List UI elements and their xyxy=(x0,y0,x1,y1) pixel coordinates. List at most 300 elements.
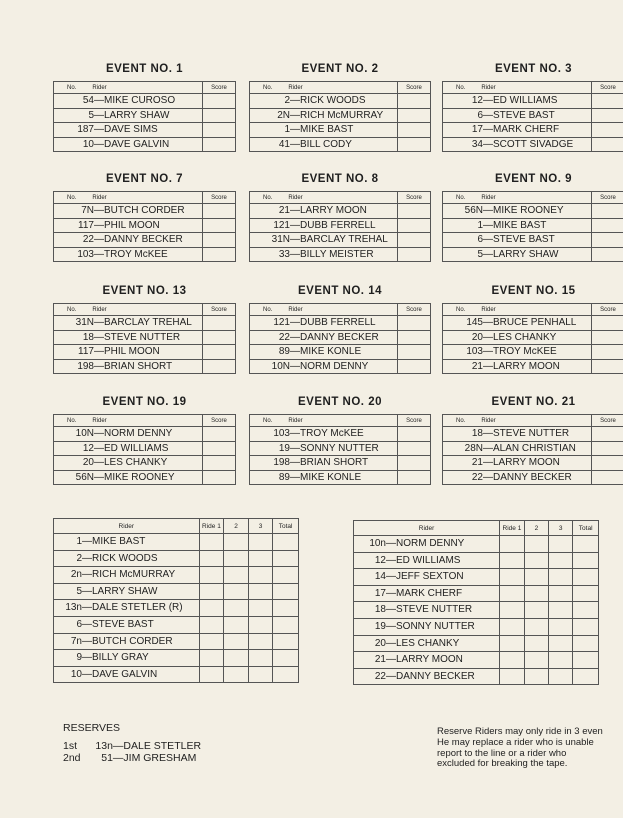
rider-name: ED WILLIAMS xyxy=(396,554,461,566)
ride-1-cell[interactable] xyxy=(199,583,224,600)
note-line: Reserve Riders may only ride in 3 even xyxy=(437,727,603,737)
rider-name: DANNY BECKER xyxy=(493,471,572,483)
event-block xyxy=(53,62,236,152)
header-score: Score xyxy=(398,304,431,316)
event-block xyxy=(442,172,623,262)
event-table xyxy=(53,303,236,374)
ride-2-cell[interactable] xyxy=(224,633,248,650)
rider-number: 33 xyxy=(278,248,290,260)
ride-1-cell[interactable] xyxy=(199,616,224,633)
event-header-row xyxy=(250,415,431,427)
rider-entry: 18—STEVE NUTTER xyxy=(54,330,203,345)
rider-row xyxy=(54,108,236,123)
rider-row xyxy=(443,94,623,109)
ride-2-cell[interactable] xyxy=(224,583,248,600)
ride-3-cell[interactable] xyxy=(248,666,272,683)
rider-number: 5 xyxy=(477,248,483,260)
header-no-rider xyxy=(443,304,592,316)
header-score: Score xyxy=(398,415,431,427)
score-cell[interactable] xyxy=(592,359,623,374)
rider-number: 22 xyxy=(278,331,290,343)
ride-1-cell[interactable] xyxy=(500,652,525,669)
ride-1-cell[interactable] xyxy=(199,534,224,551)
ride-1-cell[interactable] xyxy=(199,650,224,667)
rider-number: 13n xyxy=(65,602,82,614)
note-line: He may replace a rider who is unable xyxy=(437,736,594,748)
rider-row xyxy=(54,94,236,109)
score-cell[interactable] xyxy=(592,204,623,219)
rider-name: RICH McMURRAY xyxy=(300,109,384,121)
rider-entry: 7N—BUTCH CORDER xyxy=(54,204,203,219)
total-cell[interactable] xyxy=(273,600,299,617)
event-title: EVENT NO. 8 xyxy=(301,173,379,185)
rider-entry: 117—PHIL MOON xyxy=(54,218,203,233)
rider-number: 20 xyxy=(471,331,483,343)
grid-header-row xyxy=(54,519,299,534)
score-cell[interactable] xyxy=(398,470,431,485)
rider-name: LARRY MOON xyxy=(493,360,560,372)
total-cell[interactable] xyxy=(273,650,299,667)
reserve-name: DALE STETLER xyxy=(123,740,202,752)
rider-row xyxy=(54,345,236,360)
event-title: EVENT NO. 20 xyxy=(298,396,382,408)
total-cell[interactable] xyxy=(573,635,599,652)
ride-1-cell[interactable] xyxy=(199,600,224,617)
rider-entry: 22—DANNY BECKER xyxy=(443,470,592,485)
score-cell[interactable] xyxy=(203,218,236,233)
event-title: EVENT NO. 15 xyxy=(491,285,576,297)
score-cell[interactable] xyxy=(398,137,431,152)
total-cell[interactable] xyxy=(273,567,299,584)
ride-1-cell[interactable] xyxy=(500,635,525,652)
ride-3-cell[interactable] xyxy=(248,583,272,600)
score-cell[interactable] xyxy=(398,233,431,248)
rider-entry: 56N—MIKE ROONEY xyxy=(443,204,592,219)
header-no-rider xyxy=(250,415,398,427)
score-cell[interactable] xyxy=(203,108,236,123)
rider-row xyxy=(250,359,431,374)
score-cell[interactable] xyxy=(592,345,623,360)
rider-row xyxy=(54,247,236,262)
rider-number: 10n xyxy=(369,538,386,549)
total-cell[interactable] xyxy=(573,569,599,586)
total-cell[interactable] xyxy=(273,583,299,600)
rider-row xyxy=(250,94,431,109)
rider-number: 2N xyxy=(277,109,290,121)
grid-row xyxy=(54,583,299,600)
rider-row xyxy=(250,108,431,123)
event-header-row xyxy=(54,82,236,94)
score-cell[interactable] xyxy=(592,218,623,233)
rider-entry: 198—BRIAN SHORT xyxy=(250,456,398,471)
score-cell[interactable] xyxy=(203,470,236,485)
ride-2-cell[interactable] xyxy=(524,602,548,619)
rider-name: MIKE CUROSO xyxy=(104,95,176,106)
grid-rider-entry: 2—RICK WOODS xyxy=(54,550,200,567)
rider-number: 28N xyxy=(464,442,483,454)
event-title: EVENT NO. 19 xyxy=(102,396,187,408)
rider-row xyxy=(443,233,623,248)
total-cell[interactable] xyxy=(573,602,599,619)
score-cell[interactable] xyxy=(398,218,431,233)
ride-2-cell[interactable] xyxy=(224,650,248,667)
rider-number: 1 xyxy=(284,124,290,135)
score-cell[interactable] xyxy=(592,456,623,471)
event-table xyxy=(249,303,431,374)
header-no-rider xyxy=(54,82,203,94)
rider-number: 103 xyxy=(77,248,94,260)
header-no: No. xyxy=(67,84,77,91)
rider-name: STEVE NUTTER xyxy=(104,331,181,343)
header-no-rider xyxy=(250,192,398,204)
rider-number: 21 xyxy=(374,654,386,666)
event-title: EVENT NO. 9 xyxy=(494,173,573,185)
header-rider: Rider xyxy=(481,84,496,91)
ride-2-cell[interactable] xyxy=(224,534,248,551)
header-ride-1: Ride 1 xyxy=(500,521,525,536)
total-cell[interactable] xyxy=(273,633,299,650)
rider-name: DALE STETLER (R) xyxy=(92,602,183,614)
ride-3-cell[interactable] xyxy=(248,633,272,650)
header-rider: Rider xyxy=(92,194,107,201)
ride-1-cell[interactable] xyxy=(500,668,525,685)
score-cell[interactable] xyxy=(203,316,236,331)
rider-entry: 21—LARRY MOON xyxy=(443,456,592,471)
score-cell[interactable] xyxy=(398,330,431,345)
header-score: Score xyxy=(592,192,623,204)
rider-number: 22 xyxy=(82,234,94,245)
rider-name: MIKE BAST xyxy=(92,536,146,547)
rider-name: RICK WOODS xyxy=(300,95,366,106)
header-no: No. xyxy=(67,194,77,201)
rider-row xyxy=(250,330,431,345)
grid-rider-entry: 9—BILLY GRAY xyxy=(54,650,200,667)
header-no-rider xyxy=(250,304,398,316)
header-no-rider xyxy=(443,415,592,427)
score-cell[interactable] xyxy=(398,345,431,360)
ride-2-cell[interactable] xyxy=(224,666,248,683)
rider-row xyxy=(443,456,623,471)
total-cell[interactable] xyxy=(573,618,599,635)
event-table xyxy=(53,191,236,262)
ride-2-cell[interactable] xyxy=(524,635,548,652)
ride-2-cell[interactable] xyxy=(524,618,548,635)
rider-number: 20 xyxy=(374,637,386,649)
ride-1-cell[interactable] xyxy=(500,585,525,602)
score-cell[interactable] xyxy=(398,204,431,219)
header-rider: Rider xyxy=(481,194,496,201)
ride-1-cell[interactable] xyxy=(199,550,224,567)
rider-entry: 22—DANNY BECKER xyxy=(54,233,203,248)
rider-number: 145 xyxy=(466,317,483,328)
grid-rider-entry: 18—STEVE NUTTER xyxy=(354,602,500,619)
score-cell[interactable] xyxy=(203,345,236,360)
ride-3-cell[interactable] xyxy=(549,652,573,669)
ride-2-cell[interactable] xyxy=(524,552,548,569)
score-cell[interactable] xyxy=(203,137,236,152)
header-no: No. xyxy=(67,306,77,313)
score-cell[interactable] xyxy=(398,359,431,374)
rider-name: STEVE NUTTER xyxy=(493,428,570,439)
rider-entry: 103—TROY McKEE xyxy=(54,247,203,262)
rider-name: BARCLAY TREHAL xyxy=(300,234,388,245)
grid-rider-entry: 7n—BUTCH CORDER xyxy=(54,633,200,650)
header-score: Score xyxy=(203,82,236,94)
rider-entry: 12—ED WILLIAMS xyxy=(54,441,203,456)
ride-1-cell[interactable] xyxy=(199,633,224,650)
rider-row xyxy=(250,316,431,331)
ride-2-cell[interactable] xyxy=(224,550,248,567)
rider-row xyxy=(443,441,623,456)
ride-1-cell[interactable] xyxy=(500,536,525,553)
event-table xyxy=(442,81,623,152)
score-cell[interactable] xyxy=(203,123,236,138)
rider-number: 1 xyxy=(477,219,483,231)
rider-name: STEVE BAST xyxy=(92,618,154,630)
rider-name: MIKE BAST xyxy=(300,124,354,135)
ride-2-cell[interactable] xyxy=(224,616,248,633)
rider-name: BILLY GRAY xyxy=(92,652,149,664)
ride-2-cell[interactable] xyxy=(524,652,548,669)
rider-row xyxy=(54,204,236,219)
score-cell[interactable] xyxy=(398,427,431,442)
rider-entry: 2N—RICH McMURRAY xyxy=(250,108,398,123)
rider-name: BUTCH CORDER xyxy=(104,205,185,216)
rider-number: 121 xyxy=(273,317,290,328)
score-cell[interactable] xyxy=(203,233,236,248)
event-table xyxy=(53,81,236,152)
score-cell[interactable] xyxy=(592,316,623,331)
ride-1-cell[interactable] xyxy=(500,552,525,569)
rider-name: DUBB FERRELL xyxy=(300,219,376,231)
ride-2-cell[interactable] xyxy=(524,585,548,602)
rider-row xyxy=(443,427,623,442)
ride-1-cell[interactable] xyxy=(500,569,525,586)
rider-entry: 41—BILL CODY xyxy=(250,137,398,152)
ride-3-cell[interactable] xyxy=(248,616,272,633)
rider-name: MIKE KONLE xyxy=(300,346,362,357)
rider-number: 6 xyxy=(477,234,483,245)
rider-row xyxy=(443,330,623,345)
score-cell[interactable] xyxy=(203,330,236,345)
header-rider: Rider xyxy=(288,84,303,91)
rider-number: 18 xyxy=(82,331,94,343)
rider-name: STEVE BAST xyxy=(493,234,555,245)
score-cell[interactable] xyxy=(203,247,236,262)
event-block xyxy=(53,284,236,374)
rider-number: 17 xyxy=(471,124,483,135)
ride-3-cell[interactable] xyxy=(549,635,573,652)
score-cell[interactable] xyxy=(203,456,236,471)
rider-name: DANNY BECKER xyxy=(396,670,475,682)
grid-rider-entry: 17—MARK CHERF xyxy=(354,585,500,602)
rider-entry: 21—LARRY MOON xyxy=(250,204,398,219)
rider-number: 1 xyxy=(76,536,82,547)
ride-1-cell[interactable] xyxy=(199,666,224,683)
score-cell[interactable] xyxy=(592,94,623,109)
rider-entry: 117—PHIL MOON xyxy=(54,345,203,360)
score-cell[interactable] xyxy=(592,123,623,138)
rider-row xyxy=(443,359,623,374)
rider-name: MIKE KONLE xyxy=(300,471,362,483)
event-header-row xyxy=(443,82,623,94)
total-cell[interactable] xyxy=(573,668,599,685)
total-cell[interactable] xyxy=(573,652,599,669)
rider-number: 9 xyxy=(76,652,82,664)
rider-number: 187 xyxy=(77,124,94,135)
score-cell[interactable] xyxy=(592,330,623,345)
event-title: EVENT NO. 13 xyxy=(102,285,187,297)
total-cell[interactable] xyxy=(273,616,299,633)
total-cell[interactable] xyxy=(273,534,299,551)
score-cell[interactable] xyxy=(592,470,623,485)
rider-entry: 5—LARRY SHAW xyxy=(443,247,592,262)
ride-3-cell[interactable] xyxy=(248,567,272,584)
ride-2-cell[interactable] xyxy=(524,668,548,685)
rider-row xyxy=(54,316,236,331)
rider-row xyxy=(54,218,236,233)
rider-row xyxy=(54,330,236,345)
rider-number: 2 xyxy=(284,95,290,106)
event-block xyxy=(442,284,623,374)
header-no-rider xyxy=(54,304,203,316)
rider-name: RICH McMURRAY xyxy=(92,569,176,581)
ride-3-cell[interactable] xyxy=(549,585,573,602)
score-cell[interactable] xyxy=(592,247,623,262)
rider-number: 56N xyxy=(464,205,483,216)
event-header-row xyxy=(250,82,431,94)
ride-3-cell[interactable] xyxy=(248,650,272,667)
header-rider: Rider xyxy=(481,306,496,313)
header-no-rider xyxy=(54,415,203,427)
ride-3-cell[interactable] xyxy=(248,600,272,617)
rider-name: BRIAN SHORT xyxy=(104,360,173,372)
rider-row xyxy=(250,441,431,456)
grid-row xyxy=(54,650,299,667)
score-cell[interactable] xyxy=(203,359,236,374)
header-ride-3: 3 xyxy=(549,521,573,536)
header-no: No. xyxy=(263,194,273,201)
ride-1-cell[interactable] xyxy=(199,567,224,584)
ride-3-cell[interactable] xyxy=(549,602,573,619)
score-cell[interactable] xyxy=(203,94,236,109)
rider-name: NORM DENNY xyxy=(300,360,369,372)
reserve-number: 13n xyxy=(95,740,113,752)
rider-row xyxy=(443,218,623,233)
grid-rider-entry: 20—LES CHANKY xyxy=(354,635,500,652)
score-cell[interactable] xyxy=(398,441,431,456)
event-header-row xyxy=(54,192,236,204)
score-cell[interactable] xyxy=(203,427,236,442)
event-title: EVENT NO. 7 xyxy=(105,173,184,185)
rider-name: SONNY NUTTER xyxy=(396,620,475,632)
rider-row xyxy=(54,123,236,138)
rider-number: 41 xyxy=(278,138,290,150)
score-cell[interactable] xyxy=(592,441,623,456)
grid-rider-entry: 6—STEVE BAST xyxy=(54,616,200,633)
ride-3-cell[interactable] xyxy=(549,618,573,635)
rider-name: PHIL MOON xyxy=(104,219,160,231)
rider-number: 5 xyxy=(88,109,94,121)
rider-name: ED WILLIAMS xyxy=(493,95,558,106)
left-grid-table xyxy=(53,518,299,683)
rider-row xyxy=(443,247,623,262)
total-cell[interactable] xyxy=(573,585,599,602)
grid-row xyxy=(54,550,299,567)
event-header-row xyxy=(250,192,431,204)
rider-row xyxy=(250,137,431,152)
ride-3-cell[interactable] xyxy=(549,569,573,586)
ride-3-cell[interactable] xyxy=(549,552,573,569)
rider-name: MIKE BAST xyxy=(493,219,547,231)
event-table xyxy=(249,414,431,485)
ride-3-cell[interactable] xyxy=(248,534,272,551)
grid-rider-entry: 10—DAVE GALVIN xyxy=(54,666,200,683)
ride-1-cell[interactable] xyxy=(500,602,525,619)
header-no: No. xyxy=(263,84,273,91)
ride-2-cell[interactable] xyxy=(524,536,548,553)
score-cell[interactable] xyxy=(203,441,236,456)
rider-number: 34 xyxy=(471,138,483,150)
header-ride-2: 2 xyxy=(224,519,248,534)
score-cell[interactable] xyxy=(592,233,623,248)
rider-entry: 2—RICK WOODS xyxy=(250,94,398,109)
score-cell[interactable] xyxy=(592,427,623,442)
rider-row xyxy=(250,123,431,138)
total-cell[interactable] xyxy=(573,536,599,553)
header-ride-3: 3 xyxy=(248,519,272,534)
ride-2-cell[interactable] xyxy=(224,567,248,584)
total-cell[interactable] xyxy=(573,552,599,569)
rider-entry: 31N—BARCLAY TREHAL xyxy=(54,316,203,331)
total-cell[interactable] xyxy=(273,666,299,683)
header-rider: Rider xyxy=(92,417,107,424)
rider-entry: 17—MARK CHERF xyxy=(443,123,592,138)
ride-2-cell[interactable] xyxy=(224,600,248,617)
rider-number: 10 xyxy=(70,668,82,680)
ride-2-cell[interactable] xyxy=(524,569,548,586)
header-score: Score xyxy=(203,304,236,316)
rider-number: 117 xyxy=(78,346,94,357)
ride-3-cell[interactable] xyxy=(549,536,573,553)
score-cell[interactable] xyxy=(398,456,431,471)
score-cell[interactable] xyxy=(398,316,431,331)
rider-number: 14 xyxy=(374,571,386,583)
header-score: Score xyxy=(592,304,623,316)
score-cell[interactable] xyxy=(592,137,623,152)
rider-row xyxy=(54,441,236,456)
rider-entry: 33—BILLY MEISTER xyxy=(250,247,398,262)
ride-3-cell[interactable] xyxy=(549,668,573,685)
score-cell[interactable] xyxy=(398,108,431,123)
rider-name: TROY McKEE xyxy=(104,248,168,260)
rider-entry: 22—DANNY BECKER xyxy=(250,330,398,345)
ride-1-cell[interactable] xyxy=(500,618,525,635)
total-cell[interactable] xyxy=(273,550,299,567)
score-cell[interactable] xyxy=(592,108,623,123)
rider-entry: 103—TROY McKEE xyxy=(443,345,592,360)
event-header-row xyxy=(54,304,236,316)
score-cell[interactable] xyxy=(398,247,431,262)
score-cell[interactable] xyxy=(398,123,431,138)
header-total: Total xyxy=(273,519,299,534)
event-table xyxy=(53,414,236,485)
score-cell[interactable] xyxy=(398,94,431,109)
score-cell[interactable] xyxy=(203,204,236,219)
rider-number: 10 xyxy=(82,138,94,150)
grid-row xyxy=(54,616,299,633)
ride-3-cell[interactable] xyxy=(248,550,272,567)
